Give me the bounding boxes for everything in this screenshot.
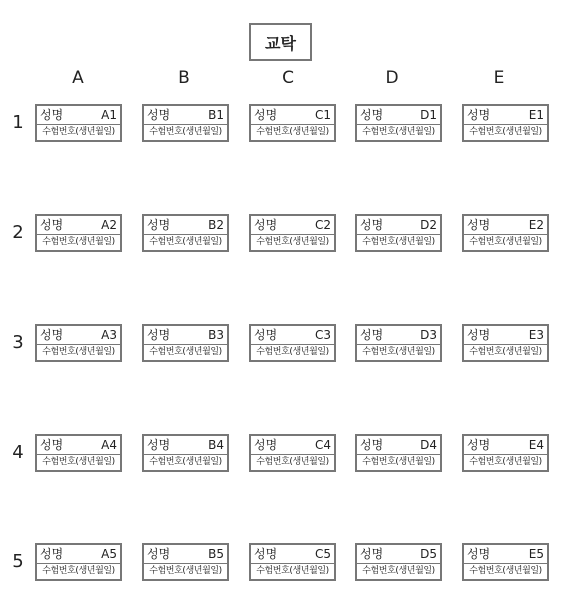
seat-header	[251, 545, 334, 564]
column-header-e: E	[493, 68, 505, 88]
seat-d5[interactable]	[355, 543, 442, 581]
seat-exam-number-label: 수험번호(생년월일)	[256, 457, 329, 467]
seat-e3[interactable]	[462, 324, 549, 362]
seat-id: A2	[101, 218, 117, 232]
seat-header	[144, 326, 227, 345]
seat-header	[37, 216, 120, 235]
seat-header	[464, 106, 547, 125]
seat-header	[37, 106, 120, 125]
row-header-3: 3	[12, 332, 24, 353]
seat-exam-number-label: 수험번호(생년월일)	[42, 127, 115, 137]
seat-exam-number-label: 수험번호(생년월일)	[469, 127, 542, 137]
seat-b4[interactable]	[142, 434, 229, 472]
column-header-a: A	[72, 68, 84, 88]
seat-header	[357, 216, 440, 235]
seat-id: D4	[420, 438, 437, 452]
seat-e5[interactable]	[462, 543, 549, 581]
seat-header	[251, 326, 334, 345]
seat-exam-number-label: 수험번호(생년월일)	[469, 566, 542, 576]
seat-exam-number-label: 수험번호(생년월일)	[362, 566, 435, 576]
seat-c4[interactable]	[249, 434, 336, 472]
seat-name-label: 성명	[147, 438, 171, 452]
seat-exam-number-label: 수험번호(생년월일)	[256, 237, 329, 247]
seat-exam-number-label: 수험번호(생년월일)	[469, 347, 542, 357]
seat-id: B1	[208, 108, 224, 122]
seat-a1[interactable]	[35, 104, 122, 142]
seat-header	[251, 106, 334, 125]
seat-id: D1	[420, 108, 437, 122]
seat-name-label: 성명	[360, 108, 384, 122]
seat-name-label: 성명	[147, 108, 171, 122]
seat-id: A5	[101, 547, 117, 561]
seat-header	[144, 216, 227, 235]
seat-name-label: 성명	[147, 547, 171, 561]
seat-e4[interactable]	[462, 434, 549, 472]
seat-name-label: 성명	[467, 547, 491, 561]
row-header-5: 5	[12, 551, 24, 572]
seat-exam-number-label: 수험번호(생년월일)	[149, 127, 222, 137]
seat-id: C5	[314, 547, 331, 561]
seat-name-label: 성명	[147, 328, 171, 342]
seat-a3[interactable]	[35, 324, 122, 362]
seat-e2[interactable]	[462, 214, 549, 252]
seat-name-label: 성명	[360, 328, 384, 342]
seat-header	[357, 436, 440, 455]
seat-name-label: 성명	[254, 547, 278, 561]
seat-header	[357, 545, 440, 564]
seat-name-label: 성명	[467, 218, 491, 232]
seat-id: A1	[101, 108, 117, 122]
seat-name-label: 성명	[147, 218, 171, 232]
seat-exam-number-label: 수험번호(생년월일)	[469, 237, 542, 247]
seat-name-label: 성명	[254, 438, 278, 452]
seat-id: E5	[528, 547, 544, 561]
seat-c1[interactable]	[249, 104, 336, 142]
seat-id: B3	[208, 328, 224, 342]
seat-header	[37, 545, 120, 564]
seat-exam-number-label: 수험번호(생년월일)	[149, 457, 222, 467]
seat-exam-number-label: 수험번호(생년월일)	[469, 457, 542, 467]
seat-e1[interactable]	[462, 104, 549, 142]
seat-header	[464, 545, 547, 564]
seat-id: E2	[528, 218, 544, 232]
seat-name-label: 성명	[360, 547, 384, 561]
seat-c5[interactable]	[249, 543, 336, 581]
seat-exam-number-label: 수험번호(생년월일)	[256, 127, 329, 137]
seat-name-label: 성명	[40, 108, 64, 122]
seat-id: E3	[528, 328, 544, 342]
seat-header	[464, 436, 547, 455]
seat-name-label: 성명	[467, 328, 491, 342]
seat-exam-number-label: 수험번호(생년월일)	[42, 566, 115, 576]
seat-header	[37, 326, 120, 345]
seat-id: A3	[101, 328, 117, 342]
seat-exam-number-label: 수험번호(생년월일)	[256, 347, 329, 357]
seat-header	[144, 436, 227, 455]
seat-name-label: 성명	[467, 108, 491, 122]
teacher-desk: 교탁	[249, 23, 312, 61]
seat-header	[37, 436, 120, 455]
seat-exam-number-label: 수험번호(생년월일)	[42, 457, 115, 467]
seat-id: C4	[314, 438, 331, 452]
seat-name-label: 성명	[40, 438, 64, 452]
seat-a5[interactable]	[35, 543, 122, 581]
seat-id: D2	[420, 218, 437, 232]
seat-id: C1	[314, 108, 331, 122]
seat-name-label: 성명	[40, 547, 64, 561]
seat-header	[464, 216, 547, 235]
seat-header	[144, 106, 227, 125]
seat-name-label: 성명	[254, 218, 278, 232]
seat-exam-number-label: 수험번호(생년월일)	[42, 347, 115, 357]
seat-name-label: 성명	[467, 438, 491, 452]
column-header-d: D	[385, 68, 399, 88]
seat-exam-number-label: 수험번호(생년월일)	[256, 566, 329, 576]
seat-b1[interactable]	[142, 104, 229, 142]
seat-name-label: 성명	[254, 108, 278, 122]
seat-c2[interactable]	[249, 214, 336, 252]
seat-name-label: 성명	[360, 218, 384, 232]
seat-c3[interactable]	[249, 324, 336, 362]
seat-exam-number-label: 수험번호(생년월일)	[149, 347, 222, 357]
seat-header	[357, 106, 440, 125]
seat-id: B2	[208, 218, 224, 232]
seat-a2[interactable]	[35, 214, 122, 252]
seat-header	[251, 436, 334, 455]
seat-b3[interactable]	[142, 324, 229, 362]
seat-id: D5	[420, 547, 437, 561]
seat-id: A4	[101, 438, 117, 452]
seat-name-label: 성명	[40, 218, 64, 232]
seat-header	[144, 545, 227, 564]
seat-d2[interactable]	[355, 214, 442, 252]
column-header-b: B	[178, 68, 190, 88]
seat-d3[interactable]	[355, 324, 442, 362]
seat-name-label: 성명	[40, 328, 64, 342]
seat-b2[interactable]	[142, 214, 229, 252]
seat-exam-number-label: 수험번호(생년월일)	[149, 566, 222, 576]
seat-d1[interactable]	[355, 104, 442, 142]
seat-id: D3	[420, 328, 437, 342]
seat-name-label: 성명	[254, 328, 278, 342]
seat-exam-number-label: 수험번호(생년월일)	[149, 237, 222, 247]
seat-header	[357, 326, 440, 345]
seat-header	[251, 216, 334, 235]
seat-id: B5	[208, 547, 224, 561]
seat-id: B4	[208, 438, 224, 452]
row-header-2: 2	[12, 222, 24, 243]
seat-exam-number-label: 수험번호(생년월일)	[42, 237, 115, 247]
seat-name-label: 성명	[360, 438, 384, 452]
seat-b5[interactable]	[142, 543, 229, 581]
seat-id: C2	[314, 218, 331, 232]
seat-exam-number-label: 수험번호(생년월일)	[362, 127, 435, 137]
seat-id: E1	[528, 108, 544, 122]
seat-a4[interactable]	[35, 434, 122, 472]
row-header-1: 1	[12, 112, 24, 133]
seat-header	[464, 326, 547, 345]
seat-id: E4	[528, 438, 544, 452]
seat-exam-number-label: 수험번호(생년월일)	[362, 237, 435, 247]
seat-exam-number-label: 수험번호(생년월일)	[362, 457, 435, 467]
row-header-4: 4	[12, 442, 24, 463]
seat-exam-number-label: 수험번호(생년월일)	[362, 347, 435, 357]
column-header-c: C	[282, 68, 294, 88]
seat-d4[interactable]	[355, 434, 442, 472]
seat-id: C3	[314, 328, 331, 342]
